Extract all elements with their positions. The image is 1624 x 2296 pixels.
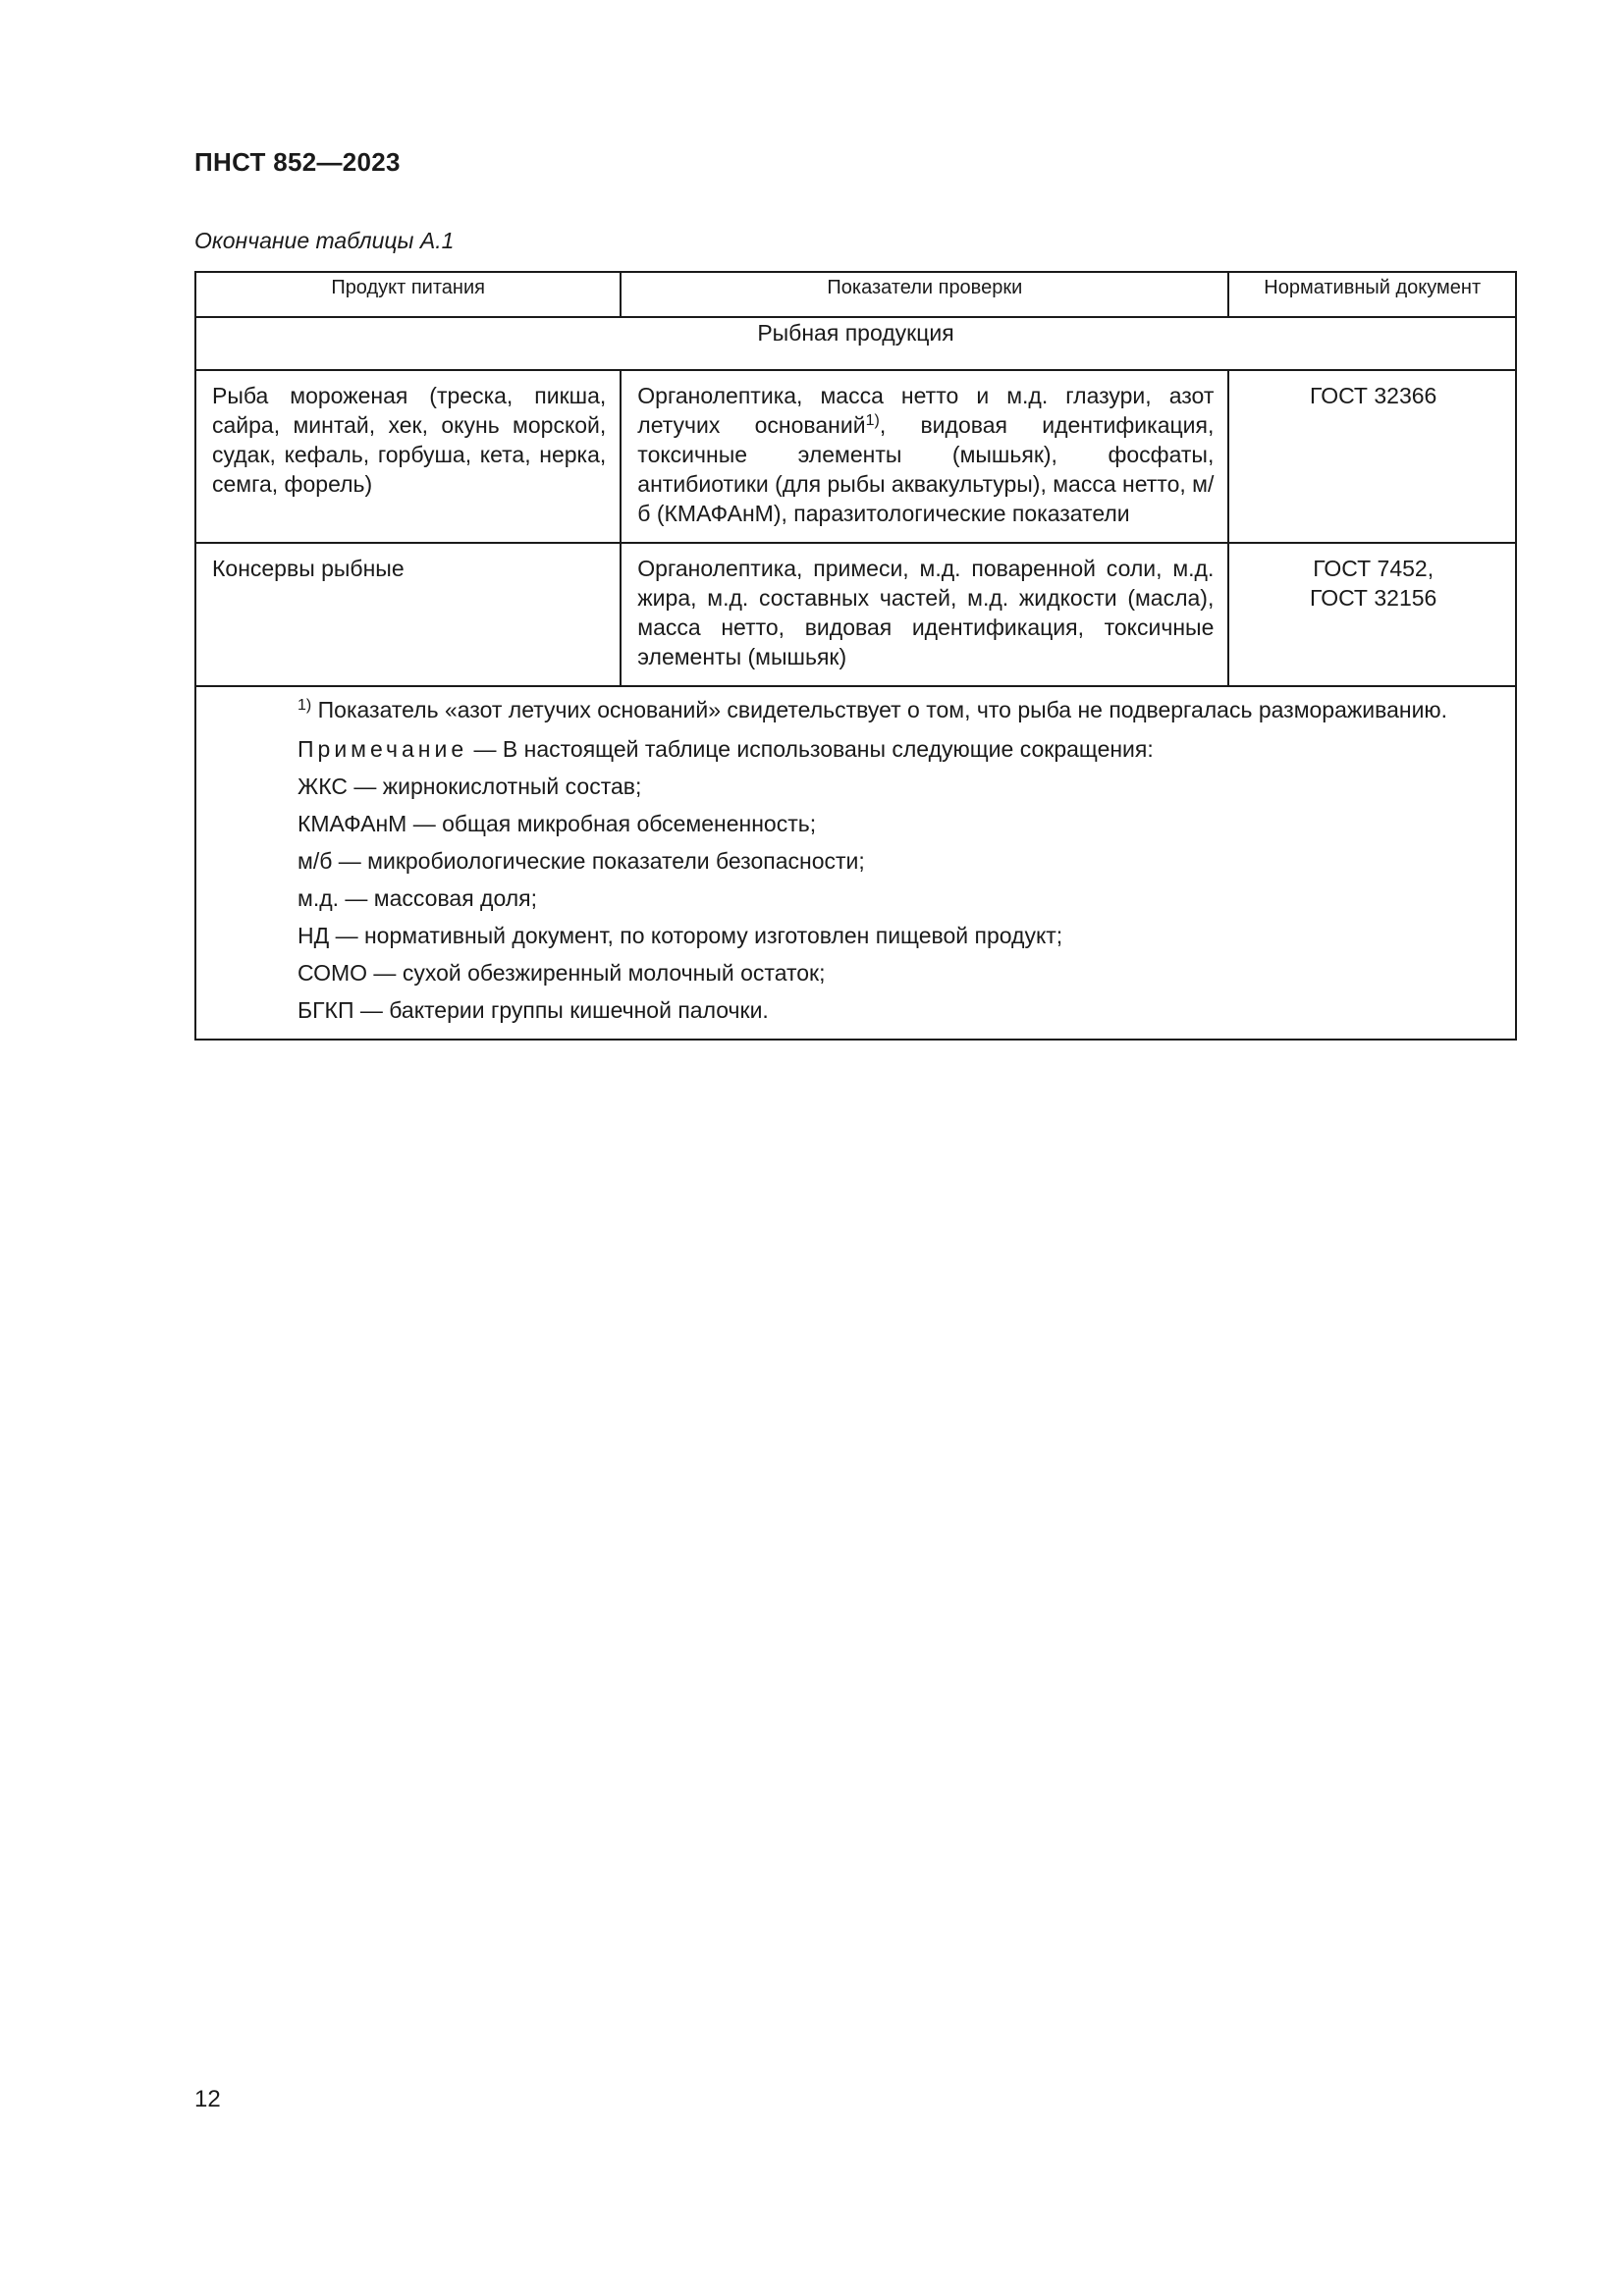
- footnote-marker: 1): [298, 697, 312, 714]
- abbreviation-item: СОМО — сухой обезжиренный молочный остаток;: [298, 960, 826, 986]
- abbreviation-item: м.д. — массовая доля;: [298, 885, 538, 911]
- section-title: Рыбная продукция: [195, 317, 1516, 370]
- indicators-text: Органолептика, примеси, м.д. поваренной соли, м.д. жира, м.д. составных частей, м.д. жидкости (масла), масса нетто, видовая идентификация, токсичные элементы (мышьяк): [637, 556, 1215, 669]
- indicators-cell: [621, 543, 1228, 686]
- column-header-indicators: Показатели проверки: [621, 272, 1228, 317]
- note-label: Примечание: [298, 736, 468, 762]
- table-header-row: [195, 272, 1516, 317]
- table-caption: Окончание таблицы А.1: [194, 228, 455, 253]
- product-cell: Консервы рыбные: [195, 543, 621, 686]
- note-intro-text: — В настоящей таблице использованы следующие сокращения:: [467, 736, 1154, 762]
- table-row: [195, 543, 1516, 686]
- product-cell: Рыба мороженая (треска, пикша, сайра, минтай, хек, окунь морской, судак, кефаль, горбуша, кета, нерка, семга, форель): [195, 370, 621, 543]
- column-header-normative-doc: Нормативный документ: [1228, 272, 1516, 317]
- indicators-text: Органолептика, масса нетто и м.д. глазури, азот летучих оснований: [637, 383, 1215, 438]
- notes-row: [195, 686, 1516, 1040]
- column-header-product: Продукт питания: [195, 272, 621, 317]
- normative-doc-cell: [1228, 543, 1516, 686]
- abbreviation-item: КМАФАнМ — общая микробная обсемененность;: [298, 811, 817, 836]
- indicators-text-cont: , видовая идентификация, токсичные элементы (мышьяк), фосфаты, антибиотики (для рыбы аквакультуры), масса нетто, м/б (КМАФАнМ), паразитологические показатели: [637, 412, 1215, 526]
- footnote-text: Показатель «азот летучих оснований» свидетельствует о том, что рыба не подвергалась размораживанию.: [311, 697, 1448, 722]
- requirements-table: [194, 271, 1517, 1041]
- abbreviation-item: ЖКС — жирнокислотный состав;: [298, 774, 642, 799]
- note-intro: [212, 730, 1501, 768]
- document-code: ПНСТ 852—2023: [194, 147, 401, 177]
- section-row: [195, 317, 1516, 370]
- indicators-cell: [621, 370, 1228, 543]
- abbreviation-item: БГКП — бактерии группы кишечной палочки.: [298, 997, 769, 1023]
- table-row: [195, 370, 1516, 543]
- notes-cell: [195, 686, 1516, 1040]
- abbreviation-item: м/б — микробиологические показатели безопасности;: [298, 848, 865, 874]
- abbreviation-item: НД — нормативный документ, по которому изготовлен пищевой продукт;: [298, 923, 1063, 948]
- normative-doc-line-2: ГОСТ 32156: [1310, 585, 1437, 611]
- footnote: [212, 695, 1501, 724]
- normative-doc-line: ГОСТ 32366: [1310, 383, 1437, 408]
- normative-doc-cell: [1228, 370, 1516, 543]
- page-number: 12: [194, 2086, 221, 2112]
- footnote-ref: 1): [865, 412, 880, 429]
- normative-doc-line: ГОСТ 7452,: [1313, 556, 1435, 581]
